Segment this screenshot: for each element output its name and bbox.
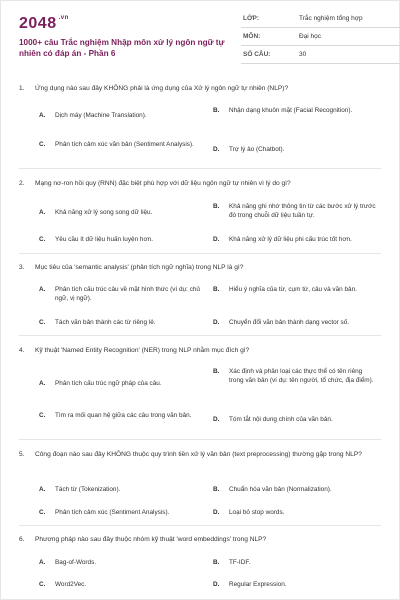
option-text: TF-IDF. xyxy=(229,559,251,566)
question-stem xyxy=(19,179,381,188)
question-6 xyxy=(19,535,381,544)
option-letter: B. xyxy=(213,107,220,114)
meta-label: SỐ CÂU: xyxy=(243,51,271,58)
option-letter: C. xyxy=(39,412,46,419)
site-logo[interactable] xyxy=(19,15,69,33)
question-number: 6. xyxy=(19,536,25,543)
option-letter: A. xyxy=(39,112,46,119)
question-text: Mạng nơ-ron hồi quy (RNN) đặc biệt phù hợp với dữ liệu ngôn ngữ tự nhiên vì lý do gì? xyxy=(35,180,291,187)
document-title: 1000+ câu Trắc nghiệm Nhập môn xử lý ngôn ngữ tự nhiên có đáp án - Phần 6 xyxy=(19,38,225,58)
question-3 xyxy=(19,263,381,272)
option-text: Phân tích cảm xúc (Sentiment Analysis). xyxy=(55,509,170,516)
question-number: 5. xyxy=(19,451,25,458)
divider xyxy=(19,525,381,526)
question-stem xyxy=(19,346,381,355)
question-number: 2. xyxy=(19,180,25,187)
option-text: Yêu cầu ít dữ liệu huấn luyện hơn. xyxy=(55,236,154,243)
meta-label: LỚP: xyxy=(243,15,260,22)
question-5 xyxy=(19,450,381,459)
option-text: Chuyển đổi văn bản thành dạng vector số. xyxy=(229,319,350,326)
question-stem xyxy=(19,535,381,544)
option-letter: D. xyxy=(213,509,220,516)
logo-suffix: .vn xyxy=(58,15,69,21)
meta-value: Trắc nghiệm tổng hợp xyxy=(299,15,363,22)
meta-row-count xyxy=(241,49,400,64)
option-text: Word2Vec. xyxy=(55,581,87,588)
option-text: Khả năng xử lý dữ liệu phi cấu trúc tốt hơn. xyxy=(229,236,352,243)
logo-main: 2048 xyxy=(19,15,57,32)
option-letter: C. xyxy=(39,319,46,326)
option-letter: C. xyxy=(39,141,46,148)
option-text: Khả năng xử lý song song dữ liệu. xyxy=(55,209,153,216)
option-letter: B. xyxy=(213,203,220,210)
option-text: Dịch máy (Machine Translation). xyxy=(55,112,147,119)
option-letter: A. xyxy=(39,559,46,566)
divider xyxy=(19,439,381,440)
meta-row-class xyxy=(241,13,400,28)
question-text: Ứng dụng nào sau đây KHÔNG phải là ứng dụng của Xử lý ngôn ngữ tự nhiên (NLP)? xyxy=(35,85,289,92)
option-text: Tách văn bản thành các từ riêng lẻ. xyxy=(55,319,156,326)
question-text: Mục tiêu của 'semantic analysis' (phân tích ngữ nghĩa) trong NLP là gì? xyxy=(35,264,244,271)
option-letter: B. xyxy=(213,486,220,493)
meta-value: Đại học xyxy=(299,33,322,40)
option-text: Khả năng ghi nhớ thông tin từ các bước xử lý trước đó trong chuỗi dữ liệu tuần tự. xyxy=(229,203,376,219)
question-text: Phương pháp nào sau đây thuộc nhóm kỹ thuật 'word embeddings' trong NLP? xyxy=(35,536,267,543)
question-stem xyxy=(19,263,381,272)
meta-row-subject xyxy=(241,31,400,46)
option-text: Tóm tắt nội dung chính của văn bản. xyxy=(229,416,333,423)
option-text: Bag-of-Words. xyxy=(55,559,97,566)
option-letter: D. xyxy=(213,146,220,153)
option-text: Chuẩn hóa văn bản (Normalization). xyxy=(229,486,332,493)
question-number: 3. xyxy=(19,264,25,271)
question-text: Công đoạn nào sau đây KHÔNG thuộc quy trình tiền xử lý văn bản (text preprocessing) thường gặp trong NLP? xyxy=(35,451,362,458)
option-letter: A. xyxy=(39,286,46,293)
option-text: Phân tích cấu trúc ngữ pháp của câu. xyxy=(55,380,162,387)
option-text: Regular Expression. xyxy=(229,581,287,588)
option-text: Hiểu ý nghĩa của từ, cụm từ, câu và văn bản. xyxy=(229,286,357,293)
option-text: Loại bỏ stop words. xyxy=(229,509,285,516)
option-letter: B. xyxy=(213,286,220,293)
option-letter: A. xyxy=(39,380,46,387)
question-number: 4. xyxy=(19,347,25,354)
option-text: Trợ lý ảo (Chatbot). xyxy=(229,146,285,153)
document-meta xyxy=(241,13,400,67)
option-letter: D. xyxy=(213,236,220,243)
option-letter: B. xyxy=(213,368,220,375)
question-text: Kỹ thuật 'Named Entity Recognition' (NER) trong NLP nhằm mục đích gì? xyxy=(35,347,250,354)
option-letter: D. xyxy=(213,416,220,423)
option-letter: D. xyxy=(213,581,220,588)
option-letter: C. xyxy=(39,236,46,243)
option-letter: B. xyxy=(213,559,220,566)
question-number: 1. xyxy=(19,85,25,92)
question-2 xyxy=(19,179,381,188)
document-header xyxy=(19,13,387,63)
option-letter: D. xyxy=(213,319,220,326)
divider xyxy=(19,335,381,336)
option-text: Nhận dạng khuôn mặt (Facial Recognition). xyxy=(229,107,353,114)
option-letter: C. xyxy=(39,509,46,516)
option-text: Phân tích cấu trúc câu về mặt hình thức (ví dụ: chủ ngữ, vị ngữ). xyxy=(55,286,200,302)
option-letter: A. xyxy=(39,209,46,216)
question-stem xyxy=(19,84,381,93)
question-1 xyxy=(19,84,381,93)
divider xyxy=(19,253,381,254)
meta-label: MÔN: xyxy=(243,33,261,40)
meta-value: 30 xyxy=(299,51,307,58)
option-text: Tìm ra mối quan hệ giữa các câu trong văn bản. xyxy=(55,412,192,419)
option-text: Phân tích cảm xúc văn bản (Sentiment Analysis). xyxy=(55,141,194,148)
option-letter: C. xyxy=(39,581,46,588)
question-4 xyxy=(19,346,381,355)
option-text: Xác định và phân loại các thực thể có tên riêng trong văn bản (ví dụ: tên người, tổ chức, địa điểm). xyxy=(229,368,374,384)
question-stem xyxy=(19,450,381,459)
option-text: Tách từ (Tokenization). xyxy=(55,486,121,493)
divider xyxy=(19,168,381,169)
option-letter: A. xyxy=(39,486,46,493)
